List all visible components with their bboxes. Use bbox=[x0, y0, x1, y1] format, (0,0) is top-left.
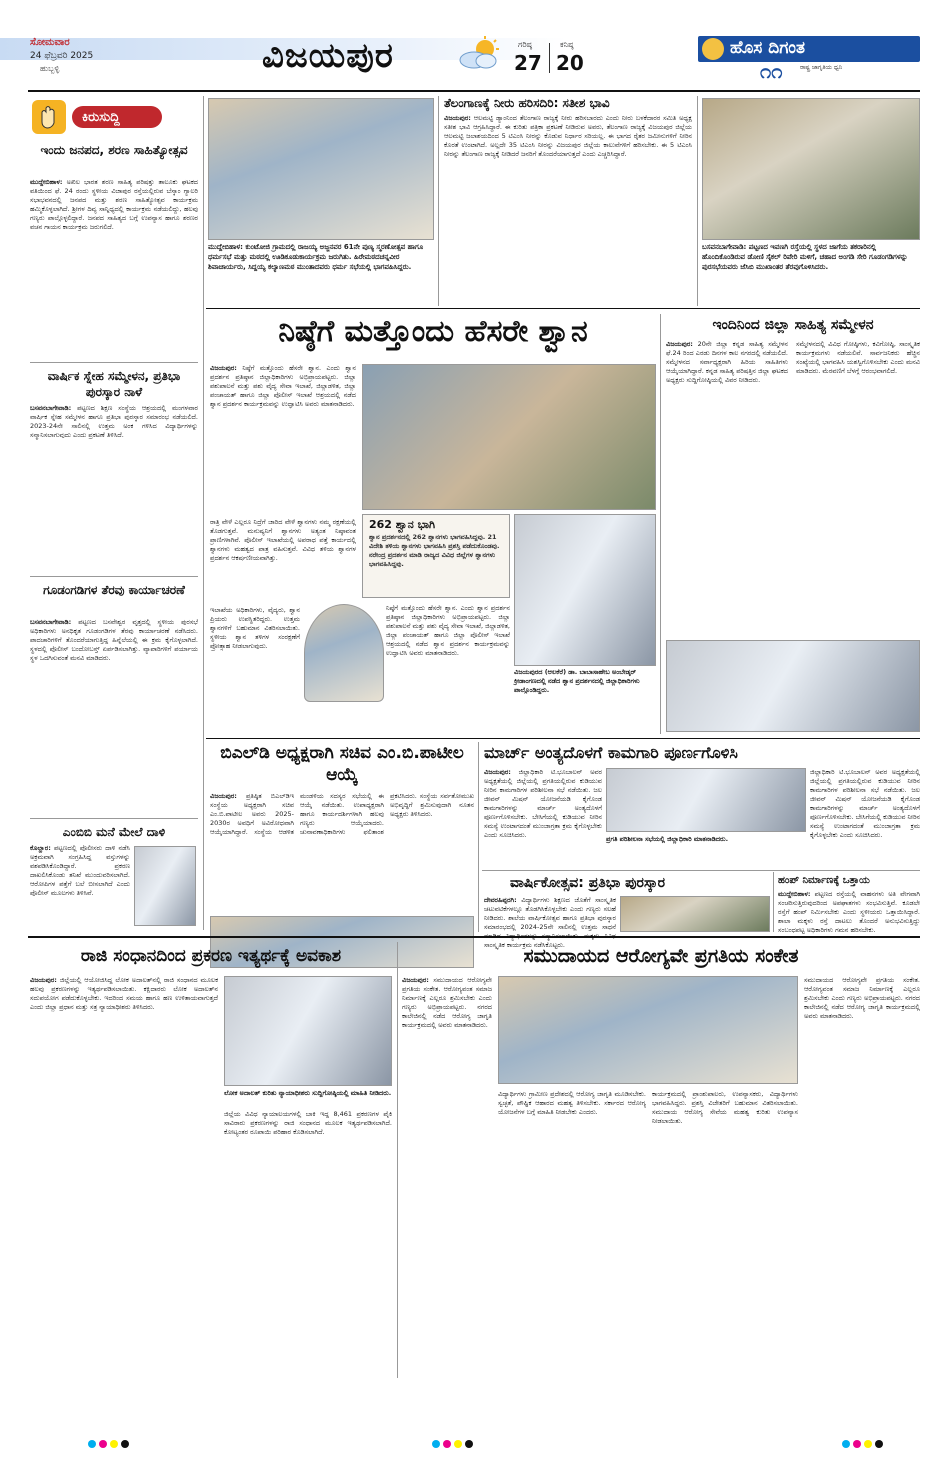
brief-1-dateline: ಮುದ್ದೇಬಿಹಾಳ: bbox=[30, 178, 63, 186]
magenta-dot bbox=[443, 1440, 451, 1448]
demolition-caption: ಬಸವನಬಾಗೇವಾಡಿ: ಪಟ್ಟಣದ ಇವಣಗಿ ರಸ್ತೆಯಲ್ಲಿ ಸ್ಥಳದ ಜಾಗೆಯ ತಕರಾರಿನಲ್ಲಿ ಹೊಂದಿಕೊಂಡಿರುವ ಡೋಣಿ ಸೈಕಲ್ ರಿಪೇರಿ ಮಳಿಗೆ, ಚಹಾದ ಅಂಗಡಿ ಸೇರಿ ಗೂಡಂಗಡಿಗಳನ್ನು ಪುರಸಭೆಯವರು ಜೆಸಿಬಿ ಮುಖಾಂತರ ತೆರವುಗೊಳಿಸಿದರು. bbox=[702, 243, 908, 271]
samudaya-dateline: ವಿಜಯಪುರ: bbox=[402, 976, 429, 984]
dog-show-couple-photo bbox=[514, 514, 656, 666]
march-meeting-photo bbox=[606, 768, 806, 832]
column-divider bbox=[438, 96, 439, 306]
bld-dateline: ವಿಜಯಪುರ: bbox=[210, 792, 237, 800]
column-divider bbox=[660, 314, 661, 734]
brief-4-dateline: ಕೊಲ್ಹಾರ: bbox=[30, 844, 51, 852]
row-divider bbox=[206, 308, 920, 309]
temp-divider bbox=[549, 43, 550, 73]
max-temp: 27 bbox=[514, 51, 542, 75]
march-headline: ಮಾರ್ಚ್ ಅಂತ್ಯದೊಳಗೆ ಕಾಮಗಾರಿ ಪೂರ್ಣಗೊಳಿಸಿ bbox=[484, 743, 738, 762]
hand-icon bbox=[32, 100, 66, 134]
samudaya-body-2: ವಿದ್ಯಾರ್ಥಿಗಳು ಗ್ರಾಮೀಣ ಪ್ರದೇಶದಲ್ಲಿ ಆರೋಗ್ಯ ಜಾಗೃತಿ ಮೂಡಿಸಬೇಕು. ಸ್ವಚ್ಛತೆ, ಪೌಷ್ಟಿಕ ಆಹಾರದ ಮಹತ್ವ ತಿಳಿಸಬೇಕು. ಸರ್ಕಾರದ ಆರೋಗ್ಯ ಯೋಜನೆಗಳ ಬಗ್ಗೆ ಮಾಹಿತಿ ನೀಡಬೇಕು ಎಂದರು. bbox=[498, 1090, 646, 1116]
paper-name: ಹೊಸ ದಿಗಂತ bbox=[730, 38, 805, 58]
brief-4-body bbox=[30, 844, 130, 928]
column-divider bbox=[203, 96, 204, 930]
dog-show-body-4: ನಿಷ್ಠೆಗೆ ಮತ್ತೊಂದು ಹೆಸರೇ ಶ್ವಾನ. ಎಂದು ಶ್ವಾನ ಪ್ರದರ್ಶನ ಪ್ರತಿಷ್ಠಾನ ಜಿಲ್ಲಾಧಿಕಾರಿಗಳು ಅಭಿಪ್ರಾಯಪಟ್ಟರು. ಜಿಲ್ಲಾ ಪಶುಪಾಲನೆ ಮತ್ತು ಪಶು ವೈದ್ಯ ಸೇವಾ ಇಲಾಖೆ, ಜಿಲ್ಲಾಡಳಿತ, ಜಿಲ್ಲಾ ಪಂಚಾಯತ್ ಹಾಗೂ ಜಿಲ್ಲಾ ಪೊಲೀಸ್ ಇಲಾಖೆ ಆಶ್ರಯದಲ್ಲಿ ನಡೆದ ಶ್ವಾನ ಪ್ರದರ್ಶನ ಕಾರ್ಯಕ್ರಮವನ್ನು ಉದ್ಘಾಟಿಸಿ ಅವರು ಮಾತನಾಡಿದರು. bbox=[386, 604, 510, 657]
sahitya-text-1: 20ನೇ ಜಿಲ್ಲಾ ಕನ್ನಡ ಸಾಹಿತ್ಯ ಸಮ್ಮೇಳನ ಫೆ.24 ರಿಂದ ಎರಡು ದಿನಗಳ ಕಾಲ ನಗರದಲ್ಲಿ ನಡೆಯಲಿದೆ. ಸಮ್ಮೇಳನದ ಸರ್ವಾಧ್ಯಕ್ಷರಾಗಿ ಹಿರಿಯ ಸಾಹಿತಿಗಳು ಆಯ್ಕೆಯಾಗಿದ್ದಾರೆ. ಕನ್ನಡ ಸಾಹಿತ್ಯ ಪರಿಷತ್ತಿನ ಜಿಲ್ಲಾ ಘಟಕದ ಅಧ್ಯಕ್ಷರು ಸುದ್ದಿಗೋಷ್ಠಿಯಲ್ಲಿ ವಿವರ ನೀಡಿದರು. bbox=[666, 340, 788, 384]
masthead-date: 24 ಫೆಬ್ರವರಿ 2025 bbox=[30, 51, 94, 61]
raji-body-1 bbox=[30, 976, 218, 1376]
march-caption: ಪ್ರಗತಿ ಪರಿಶೀಲನಾ ಸಭೆಯಲ್ಲಿ ಜಿಲ್ಲಾಧಿಕಾರಿ ಮಾತನಾಡಿದರು. bbox=[606, 835, 729, 843]
dog-count-box bbox=[362, 514, 510, 598]
sahitya-body-1 bbox=[666, 340, 788, 630]
sahitya-meeting-photo bbox=[666, 640, 920, 732]
brief-1-text: ಅಖಿಲ ಭಾರತ ಶರಣ ಸಾಹಿತ್ಯ ಪರಿಷತ್ತು ತಾಲೂಕು ಘಟಕದ ವತಿಯಿಂದ ಫೆ. 24 ರಂದು ಸ್ಥಳೀಯ ವಿಜಾಪುರ ರಸ್ತೆಯಲ್ಲಿರುವ ಬೆಸ್ಕಾಂ ಗ್ಯಾಲರಿ ಸಭಾಭವನದಲ್ಲಿ ಜನಪದ ಮತ್ತು ಶರಣ ಸಾಹಿತ್ಯೋತ್ಸವ ಕಾರ್ಯಕ್ರಮ ಹಮ್ಮಿಕೊಳ್ಳಲಾಗಿದೆ. ಶ್ರೀಗಳ ದಿವ್ಯ ಸಾನ್ನಿಧ್ಯದಲ್ಲಿ ಕಾರ್ಯಕ್ರಮ ನಡೆಯಲಿದ್ದು, ಹಲವು ಗಣ್ಯರು ಪಾಲ್ಗೊಳ್ಳಲಿದ್ದಾರೆ. ಜನಪದ ಸಾಹಿತ್ಯದ ಬಗ್ಗೆ ಉಪನ್ಯಾಸ ಹಾಗೂ ಶರಣರ ವಚನ ಗಾಯನ ಕಾರ್ಯಕ್ರಮ ಜರುಗಲಿದೆ. bbox=[30, 178, 198, 231]
brief-4-photo bbox=[134, 846, 196, 926]
brief-3-body bbox=[30, 618, 198, 814]
cyan-dot bbox=[88, 1440, 96, 1448]
black-dot bbox=[465, 1440, 473, 1448]
raji-text-1: ಜಿಲ್ಲೆಯಲ್ಲಿ ಆಯೋಜಿಸಿದ್ದ ಲೋಕ ಅದಾಲತ್‌ನಲ್ಲಿ ರಾಜಿ ಸಂಧಾನದ ಮೂಲಕ ಹಲವು ಪ್ರಕರಣಗಳನ್ನು ಇತ್ಯರ್ಥಪಡಿಸಲಾಯಿತು. ಕಕ್ಷಿದಾರರು ಲೋಕ ಅದಾಲತ್‌ನ ಸದುಪಯೋಗ ಪಡೆದುಕೊಳ್ಳಬೇಕು. ಇದರಿಂದ ಸಮಯ ಹಾಗೂ ಹಣ ಉಳಿತಾಯವಾಗುತ್ತದೆ ಎಂದು ಜಿಲ್ಲಾ ಪ್ರಧಾನ ಮತ್ತು ಸತ್ರ ನ್ಯಾಯಾಧೀಶರು ತಿಳಿಸಿದರು. bbox=[30, 976, 218, 1011]
column-divider bbox=[697, 96, 698, 306]
telangana-headline: ತೆಲಂಗಾಣಕ್ಕೆ ನೀರು ಹರಿಸದಿರಿ: ಸತೀಶ ಭಾವಿ bbox=[444, 96, 610, 110]
max-temp-label: ಗರಿಷ್ಠ bbox=[518, 40, 532, 49]
dog-count-text: ಶ್ವಾನ ಪ್ರದರ್ಶನದಲ್ಲಿ 262 ಶ್ವಾನಗಳು ಭಾಗವಹಿಸಿದ್ದವು. 21 ವಿದೇಶಿ ತಳಿಯ ಶ್ವಾನಗಳು ಭಾಗವಹಿಸಿ ಪ್ರಶಸ್ತಿ ಪಡೆದುಕೊಂಡವು. ನರೇಂದ್ರ ಪ್ರದರ್ಶನ ಮಾಡಿ ರಾಜ್ಯದ ವಿವಿಧ ಜಿಲ್ಲೆಗಳ ಶ್ವಾನಗಳು ಭಾಗವಹಿಸಿದ್ದವು. bbox=[369, 533, 500, 568]
kirusuddi-column bbox=[28, 98, 200, 930]
cyan-dot bbox=[842, 1440, 850, 1448]
raji-dateline: ವಿಜಯಪುರ: bbox=[30, 976, 57, 984]
registration-marks bbox=[88, 1440, 132, 1451]
divider bbox=[30, 576, 198, 577]
brief-3-headline: ಗೂಡಂಗಡಿಗಳ ತೆರವು ಕಾರ್ಯಾಚರಣೆ bbox=[43, 583, 185, 597]
row-divider bbox=[482, 870, 920, 871]
bld-body bbox=[210, 792, 474, 912]
bld-text: ಪ್ರತಿಷ್ಠಿತ ಬಿಎಲ್‌ಡಿಇ ಸಂಸ್ಥೆಯ ಅಧ್ಯಕ್ಷರಾಗಿ ಸಚಿವ ಎಂ.ಬಿ.ಪಾಟೀಲ ಅವರು 2025-2030ರ ಅವಧಿಗೆ ಅವಿರೋಧವಾಗಿ ಆಯ್ಕೆಯಾಗಿದ್ದಾರೆ. ಸಂಸ್ಥೆಯ ಆಡಳಿತ ಮಂಡಳಿಯ ಸದಸ್ಯರ ಸಭೆಯಲ್ಲಿ ಈ ಆಯ್ಕೆ ನಡೆಯಿತು. ಉಪಾಧ್ಯಕ್ಷರಾಗಿ ಹಾಗೂ ಕಾರ್ಯದರ್ಶಿಗಳಾಗಿ ಹಲವು ಗಣ್ಯರು ಆಯ್ಕೆಯಾದರು. ಚುನಾವಣಾಧಿಕಾರಿಗಳು ಫಲಿತಾಂಶ ಪ್ರಕಟಿಸಿದರು. ಸಂಸ್ಥೆಯ ಸರ್ವತೋಮುಖ ಅಭಿವೃದ್ಧಿಗೆ ಶ್ರಮಿಸುವುದಾಗಿ ನೂತನ ಅಧ್ಯಕ್ಷರು ತಿಳಿಸಿದರು. bbox=[210, 792, 474, 836]
brief-3-text: ಪಟ್ಟಣದ ಬಸವೇಶ್ವರ ವೃತ್ತದಲ್ಲಿ ಸ್ಥಳೀಯ ಪುರಸಭೆ ಅಧಿಕಾರಿಗಳು ಅನಧಿಕೃತ ಗೂಡಂಗಡಿಗಳ ತೆರವು ಕಾರ್ಯಾಚರಣೆ ನಡೆಸಿದರು. ಪಾದಚಾರಿಗಳಿಗೆ ತೊಂದರೆಯಾಗುತ್ತಿದ್ದ ಹಿನ್ನೆಲೆಯಲ್ಲಿ ಈ ಕ್ರಮ ಕೈಗೊಳ್ಳಲಾಗಿದೆ. ಸ್ಥಳದಲ್ಲಿ ಪೊಲೀಸ್ ಬಂದೋಬಸ್ತ್ ಏರ್ಪಡಿಸಲಾಗಿತ್ತು. ವ್ಯಾಪಾರಿಗಳಿಗೆ ಪರ್ಯಾಯ ಸ್ಥಳ ಒದಗಿಸುವಂತೆ ಮನವಿ ಮಾಡಿದರು. bbox=[30, 618, 198, 662]
bld-headline: ಬಿಎಲ್‌ಡಿ ಅಧ್ಯಕ್ಷರಾಗಿ ಸಚಿವ ಎಂ.ಬಿ.ಪಾಟೀಲ ಆಯ್ಕೆ bbox=[220, 743, 464, 785]
dog-show-text-1: ನಿಷ್ಠೆಗೆ ಮತ್ತೊಂದು ಹೆಸರೇ ಶ್ವಾನ. ಎಂದು ಶ್ವಾನ ಪ್ರದರ್ಶನ ಪ್ರತಿಷ್ಠಾನ ಜಿಲ್ಲಾಧಿಕಾರಿಗಳು ಅಭಿಪ್ರಾಯಪಟ್ಟರು. ಜಿಲ್ಲಾ ಪಶುಪಾಲನೆ ಮತ್ತು ಪಶು ವೈದ್ಯ ಸೇವಾ ಇಲಾಖೆ, ಜಿಲ್ಲಾಡಳಿತ, ಜಿಲ್ಲಾ ಪಂಚಾಯತ್ ಹಾಗೂ ಜಿಲ್ಲಾ ಪೊಲೀಸ್ ಇಲಾಖೆ ಆಶ್ರಯದಲ್ಲಿ ನಡೆದ ಶ್ವಾನ ಪ್ರದರ್ಶನ ಕಾರ್ಯಕ್ರಮವನ್ನು ಉದ್ಘಾಟಿಸಿ ಅವರು ಮಾತನಾಡಿದರು. bbox=[210, 364, 356, 408]
temple-event-caption: ಮುದ್ದೇಬಿಹಾಳ: ಕುಂಟೋಜಿ ಗ್ರಾಮದಲ್ಲಿ ರಾಜಯ್ಯ ಅಜ್ಜನವರ 61ನೇ ಪುಣ್ಯ ಸ್ಮರಣೋತ್ಸವ ಹಾಗೂ ಧರ್ಮಸಭೆ ಮತ್ತು ಮಠದಲ್ಲಿ ಊಡಿಕೂಡುಕಾರ್ಯಕ್ರಮ ಜರುಗಿತು. ಹಿರೇಮಠದಚನ್ನವೀರ ಶಿವಾಚಾರ್ಯರು, ಸಿದ್ದಯ್ಯ ಕಲ್ಯಾಣಮಠ ಮುಂತಾದವರು ಧರ್ಮ ಸಭೆಯಲ್ಲಿ ಭಾಗವಹಿಸಿದ್ದರು. bbox=[208, 243, 424, 271]
kirusuddi-label: ಕಿರುಸುದ್ದಿ bbox=[82, 110, 120, 125]
dog-show-main-photo bbox=[362, 364, 656, 510]
dog-show-dateline: ವಿಜಯಪುರ: bbox=[210, 364, 237, 372]
min-temp: 20 bbox=[556, 51, 584, 75]
raji-caption: ಲೋಕ ಅದಾಲತ್ ಕುರಿತು ನ್ಯಾಯಾಧೀಶರು ಸುದ್ದಿಗೋಷ್ಠಿಯಲ್ಲಿ ಮಾಹಿತಿ ನೀಡಿದರು. bbox=[224, 1089, 392, 1097]
demolition-photo bbox=[702, 98, 920, 240]
telangana-text: ಆಲಮಟ್ಟಿ ಡ್ಯಾಂನಿಂದ ತೆಲಂಗಾಣ ರಾಜ್ಯಕ್ಕೆ ನೀರು ಹರಿಸಬಾರದು ಎಂದು ನೀರು ಬಳಕೆದಾರರ ಸಮಿತಿ ಅಧ್ಯಕ್ಷ ಸತೀಶ ಭಾವಿ ಆಗ್ರಹಿಸಿದ್ದಾರೆ. ಈ ಕುರಿತು ಪತ್ರಿಕಾ ಪ್ರಕಟಣೆ ನೀಡಿರುವ ಅವರು, ತೆಲಂಗಾಣ ರಾಜ್ಯಕ್ಕೆ ವಿಜಯಪುರ ಜಿಲ್ಲೆಯ ಆಲಮಟ್ಟಿ ಜಲಾಶಯದಿಂದ 5 ಟಿಎಂಸಿ ನೀರನ್ನು ಕೊಡುವ ನಿರ್ಧಾರ ಸರಿಯಲ್ಲ. ಈ ಭಾಗದ ರೈತರ ಜಮೀನುಗಳಿಗೆ ನೀರಿನ ಕೊರತೆ ಉಂಟಾಗಿದೆ. ಅಲ್ಲದೇ 35 ಟಿಎಂಸಿ ನೀರನ್ನು ವಿಜಯಪುರ ಜಿಲ್ಲೆಯ ಕಾಲುವೆಗಳಿಗೆ ಹರಿಸಬೇಕು. ಈ 5 ಟಿಎಂಸಿ ನೀರನ್ನು ತೆಲಂಗಾಣ ರಾಜ್ಯಕ್ಕೆ ನೀಡಿದರೆ ಜನರಿಗೆ ತೊಂದರೆಯಾಗುತ್ತದೆ ಎಂದು ಎಚ್ಚರಿಸಿದ್ದಾರೆ. bbox=[444, 114, 692, 158]
samudaya-text-1: ಸಮುದಾಯದ ಆರೋಗ್ಯವೇ ಪ್ರಗತಿಯ ಸಂಕೇತ. ಆರೋಗ್ಯವಂತ ಸಮಾಜ ನಿರ್ಮಾಣಕ್ಕೆ ಎಲ್ಲರೂ ಶ್ರಮಿಸಬೇಕು ಎಂದು ಗಣ್ಯರು ಅಭಿಪ್ರಾಯಪಟ್ಟರು. ನಗರದ ಕಾಲೇಜಿನಲ್ಲಿ ನಡೆದ ಆರೋಗ್ಯ ಜಾಗೃತಿ ಕಾರ್ಯಕ್ರಮದಲ್ಲಿ ಅವರು ಮಾತನಾಡಿದರು. bbox=[402, 976, 492, 1029]
temple-event-photo bbox=[208, 98, 434, 240]
telangana-body bbox=[444, 114, 692, 304]
sahitya-dateline: ವಿಜಯಪುರ: bbox=[666, 340, 693, 348]
magenta-dot bbox=[99, 1440, 107, 1448]
brief-2-headline: ವಾರ್ಷಿಕ ಸ್ನೇಹ ಸಮ್ಮೇಳನ, ಪ್ರತಿಭಾ ಪುರಸ್ಕಾರ ನಾಳೆ bbox=[47, 369, 181, 399]
cyan-dot bbox=[432, 1440, 440, 1448]
masthead-day: ಸೋಮವಾರ bbox=[30, 37, 70, 48]
row-divider bbox=[206, 738, 920, 739]
hump-dateline: ಮುದ್ದೇಬಿಹಾಳ: bbox=[778, 890, 811, 898]
dog-show-body-2: ರಾತ್ರಿ ವೇಳೆ ಎಲ್ಲರೂ ನಿದ್ರೆಗೆ ಜಾರಿದ ವೇಳೆ ಶ್ವಾನಗಳು ನಮ್ಮ ರಕ್ಷಣೆಯಲ್ಲಿ ತೊಡಗುತ್ತವೆ. ಮನುಷ್ಯನಿಗೆ ಶ್ವಾನಗಳು ಅತ್ಯಂತ ನಿಷ್ಠಾವಂತ ಪ್ರಾಣಿಗಳಾಗಿವೆ. ಪೊಲೀಸ್ ಇಲಾಖೆಯಲ್ಲಿ ಅಪರಾಧ ಪತ್ತೆ ಕಾರ್ಯದಲ್ಲಿ ಶ್ವಾನಗಳು ಮಹತ್ವದ ಪಾತ್ರ ವಹಿಸುತ್ತವೆ. ವಿವಿಧ ತಳಿಯ ಶ್ವಾನಗಳ ಪ್ರದರ್ಶನ ಆಕರ್ಷಣೀಯವಾಗಿತ್ತು. bbox=[210, 518, 356, 562]
samudaya-body-1 bbox=[402, 976, 492, 1376]
page-number: ೧೧ bbox=[760, 59, 783, 83]
varshikotsava-text: ವಿದ್ಯಾರ್ಥಿಗಳು ಶಿಕ್ಷಣದ ಜೊತೆಗೆ ಸಾಂಸ್ಕೃತಿಕ ಚಟುವಟಿಕೆಗಳಲ್ಲೂ ತೊಡಗಿಸಿಕೊಳ್ಳಬೇಕು ಎಂದು ಗಣ್ಯರು ಸಲಹೆ ನೀಡಿದರು. ಶಾಲೆಯ ವಾರ್ಷಿಕೋತ್ಸವ ಹಾಗೂ ಪ್ರತಿಭಾ ಪುರಸ್ಕಾರ ಸಮಾರಂಭದಲ್ಲಿ 2024-25ನೇ ಸಾಲಿನಲ್ಲಿ ಉತ್ತಮ ಸಾಧನೆ ಸಾಂಸ್ಕೃತಿಕ ಕಾರ್ಯಕ್ರಮ ನಡೆಸಿಕೊಟ್ಟರು. bbox=[484, 896, 616, 949]
yellow-dot bbox=[454, 1440, 462, 1448]
divider bbox=[30, 362, 198, 363]
march-text: ಜಿಲ್ಲಾಧಿಕಾರಿ ಟಿ.ಭೂಬಾಲನ್ ಅವರ ಅಧ್ಯಕ್ಷತೆಯಲ್ಲಿ ಜಿಲ್ಲೆಯಲ್ಲಿ ಪ್ರಗತಿಯಲ್ಲಿರುವ ಕುಡಿಯುವ ನೀರಿನ ಕಾಮಗಾರಿಗಳ ಪರಿಶೀಲನಾ ಸಭೆ ನಡೆಯಿತು. ಜಲ ಜೀವನ್ ಮಿಷನ್ ಯೋಜನೆಯಡಿ ಕೈಗೊಂಡ ಕಾಮಗಾರಿಗಳನ್ನು ಮಾರ್ಚ್ ಅಂತ್ಯದೊಳಗೆ ಪೂರ್ಣಗೊಳಿಸಬೇಕು. ಬೇಸಿಗೆಯಲ್ಲಿ ಕುಡಿಯುವ ನೀರಿನ ಸಮಸ್ಯೆ ಉಂಟಾಗದಂತೆ ಮುಂಜಾಗ್ರತಾ ಕ್ರಮ ಕೈಗೊಳ್ಳಬೇಕು ಎಂದು ಸೂಚಿಸಿದರು. bbox=[484, 768, 602, 839]
column-divider bbox=[478, 742, 479, 932]
black-dot bbox=[121, 1440, 129, 1448]
yellow-dot bbox=[864, 1440, 872, 1448]
hump-body bbox=[778, 890, 920, 932]
raji-press-photo bbox=[224, 976, 392, 1086]
brief-1-headline: ಇಂದು ಜನಪದ, ಶರಣ ಸಾಹಿತ್ಯೋತ್ಸವ bbox=[40, 143, 188, 157]
telangana-dateline: ವಿಜಯಪುರ: bbox=[444, 114, 471, 122]
varshikotsava-headline: ವಾರ್ಷಿಕೋತ್ಸವ: ಪ್ರತಿಭಾ ಪುರಸ್ಕಾರ bbox=[510, 875, 666, 891]
sahitya-body-2: ಸಮ್ಮೇಳನದಲ್ಲಿ ವಿವಿಧ ಗೋಷ್ಠಿಗಳು, ಕವಿಗೋಷ್ಠಿ, ಸಾಂಸ್ಕೃತಿಕ ಕಾರ್ಯಕ್ರಮಗಳು ನಡೆಯಲಿವೆ. ಸಾರ್ವಜನಿಕರು ಹೆಚ್ಚಿನ ಸಂಖ್ಯೆಯಲ್ಲಿ ಭಾಗವಹಿಸಿ ಯಶಸ್ವಿಗೊಳಿಸಬೇಕು ಎಂದು ಮನವಿ ಮಾಡಿದರು. ಮೆರವಣಿಗೆ ಬೆಳಗ್ಗೆ ಆರಂಭವಾಗಲಿದೆ. bbox=[796, 340, 920, 375]
raji-headline: ರಾಜಿ ಸಂಧಾನದಿಂದ ಪ್ರಕರಣ ಇತ್ಯರ್ಥಕ್ಕೆ ಅವಕಾಶ bbox=[80, 946, 342, 966]
column-divider bbox=[397, 942, 398, 1378]
brief-4-text: ಪಟ್ಟಣದಲ್ಲಿ ಪೊಲೀಸರು ದಾಳಿ ನಡೆಸಿ ಅಕ್ರಮವಾಗಿ ಸಂಗ್ರಹಿಸಿದ್ದ ವಸ್ತುಗಳನ್ನು ವಶಪಡಿಸಿಕೊಂಡಿದ್ದಾರೆ. ಪ್ರಕರಣ ದಾಖಲಿಸಿಕೊಂಡು ತನಿಖೆ ಮುಂದುವರಿಸಲಾಗಿದೆ. ಆರೋಪಿಗಳ ಪತ್ತೆಗೆ ಬಲೆ ಬೀಸಲಾಗಿದೆ ಎಂದು ಪೊಲೀಸ್ ಮೂಲಗಳು ತಿಳಿಸಿವೆ. bbox=[30, 844, 130, 897]
yellow-dot bbox=[110, 1440, 118, 1448]
samudaya-body-4: ಸಮುದಾಯದ ಆರೋಗ್ಯವೇ ಪ್ರಗತಿಯ ಸಂಕೇತ. ಆರೋಗ್ಯವಂತ ಸಮಾಜ ನಿರ್ಮಾಣಕ್ಕೆ ಎಲ್ಲರೂ ಶ್ರಮಿಸಬೇಕು ಎಂದು ಗಣ್ಯರು ಅಭಿಪ್ರಾಯಪಟ್ಟರು. ನಗರದ ಕಾಲೇಜಿನಲ್ಲಿ ನಡೆದ ಆರೋಗ್ಯ ಜಾಗೃತಿ ಕಾರ್ಯಕ್ರಮದಲ್ಲಿ ಅವರು ಮಾತನಾಡಿದರು. bbox=[804, 976, 920, 1020]
registration-marks bbox=[432, 1440, 476, 1451]
min-temp-label: ಕನಿಷ್ಠ bbox=[560, 40, 574, 49]
samudaya-award-photo bbox=[498, 976, 798, 1084]
brief-2-text: ಪಟ್ಟಣದ ಶಿಕ್ಷಣ ಸಂಸ್ಥೆಯ ಆಶ್ರಯದಲ್ಲಿ ಮಂಗಳವಾರ ವಾರ್ಷಿಕ ಸ್ನೇಹ ಸಮ್ಮೇಳನ ಹಾಗೂ ಪ್ರತಿಭಾ ಪುರಸ್ಕಾರ ಸಮಾರಂಭ ನಡೆಯಲಿದೆ. 2023-24ನೇ ಸಾಲಿನಲ್ಲಿ ಉತ್ತಮ ಅಂಕ ಗಳಿಸಿದ ವಿದ್ಯಾರ್ಥಿಗಳನ್ನು ಸನ್ಮಾನಿಸಲಾಗುವುದು ಎಂದು ಪ್ರಕಟಣೆ ತಿಳಿಸಿದೆ. bbox=[30, 404, 198, 439]
dog-show-body-3: ಇಲಾಖೆಯ ಅಧಿಕಾರಿಗಳು, ವೈದ್ಯರು, ಶ್ವಾನ ಪ್ರಿಯರು ಉಪಸ್ಥಿತರಿದ್ದರು. ಉತ್ತಮ ಶ್ವಾನಗಳಿಗೆ ಬಹುಮಾನ ವಿತರಿಸಲಾಯಿತು. ಸ್ಥಳೀಯ ಶ್ವಾನ ತಳಿಗಳ ಸಂರಕ್ಷಣೆಗೆ ಪ್ರೋತ್ಸಾಹ ನೀಡಲಾಗುವುದು. bbox=[210, 606, 300, 650]
hump-text: ಪಟ್ಟಣದ ರಸ್ತೆಯಲ್ಲಿ ವಾಹನಗಳು ಅತಿ ವೇಗವಾಗಿ ಸಂಚರಿಸುತ್ತಿರುವುದರಿಂದ ಅಪಘಾತಗಳು ಸಂಭವಿಸುತ್ತಿವೆ. ಕೂಡಲೇ ರಸ್ತೆಗೆ ಹಂಪ್ ನಿರ್ಮಿಸಬೇಕು ಎಂದು ಸ್ಥಳೀಯರು ಒತ್ತಾಯಿಸಿದ್ದಾರೆ. ಶಾಲಾ ಮಕ್ಕಳು ರಸ್ತೆ ದಾಟಲು ತೊಂದರೆ ಅನುಭವಿಸುತ್ತಿದ್ದು ಸಂಬಂಧಪಟ್ಟ ಅಧಿಕಾರಿಗಳು ಗಮನ ಹರಿಸಬೇಕು. bbox=[778, 890, 920, 934]
masthead-rule bbox=[28, 90, 920, 92]
logo-emblem-icon bbox=[702, 38, 724, 60]
brief-2-body bbox=[30, 404, 198, 574]
weather-icon bbox=[452, 36, 508, 70]
dog-show-body-1 bbox=[210, 364, 356, 514]
samudaya-headline: ಸಮುದಾಯದ ಆರೋಗ್ಯವೇ ಪ್ರಗತಿಯ ಸಂಕೇತ bbox=[523, 945, 799, 967]
march-body bbox=[484, 768, 602, 868]
divider bbox=[30, 818, 198, 819]
dog-count-title: 262 ಶ್ವಾನ ಭಾಗಿ bbox=[369, 518, 436, 531]
sahitya-headline: ಇಂದಿನಿಂದ ಜಿಲ್ಲಾ ಸಾಹಿತ್ಯ ಸಮ್ಮೇಳನ bbox=[712, 317, 874, 333]
march-dateline: ವಿಜಯಪುರ: bbox=[484, 768, 511, 776]
row-divider bbox=[28, 936, 920, 938]
page-title: ವಿಜಯಪುರ bbox=[262, 36, 394, 76]
varshikotsava-body bbox=[484, 896, 616, 949]
magenta-dot bbox=[853, 1440, 861, 1448]
paper-tagline: ರಾಷ್ಟ್ರ ಜಾಗೃತಿಯ ಧ್ವನಿ bbox=[800, 64, 843, 71]
dog-show-caption: ವಿಜಯಪುರದ (ಆಲಕೆರೆ) ಡಾ. ಬಾಬಾಸಾಹೇಬ ಅಂಬೇಡ್ಕರ್ ಕ್ರೀಡಾಂಗಣದಲ್ಲಿ ನಡೆದ ಶ್ವಾನ ಪ್ರದರ್ಶನದಲ್ಲಿ ಜಿಲ್ಲಾಧಿಕಾರಿಗಳು ಪಾಲ್ಗೊಂಡಿದ್ದರು. bbox=[514, 668, 640, 694]
dog-owner-photo bbox=[304, 604, 384, 702]
varshikotsava-photo bbox=[620, 896, 770, 932]
brief-2-dateline: ಬಸವನಬಾಗೇವಾಡಿ: bbox=[30, 404, 72, 412]
brief-4-headline: ಎಂಬಿಬಿ ಮನೆ ಮೇಲೆ ದಾಳಿ bbox=[62, 825, 166, 839]
march-body-2: ಜಿಲ್ಲಾಧಿಕಾರಿ ಟಿ.ಭೂಬಾಲನ್ ಅವರ ಅಧ್ಯಕ್ಷತೆಯಲ್ಲಿ ಜಿಲ್ಲೆಯಲ್ಲಿ ಪ್ರಗತಿಯಲ್ಲಿರುವ ಕುಡಿಯುವ ನೀರಿನ ಕಾಮಗಾರಿಗಳ ಪರಿಶೀಲನಾ ಸಭೆ ನಡೆಯಿತು. ಜಲ ಜೀವನ್ ಮಿಷನ್ ಯೋಜನೆಯಡಿ ಕೈಗೊಂಡ ಕಾಮಗಾರಿಗಳನ್ನು ಮಾರ್ಚ್ ಅಂತ್ಯದೊಳಗೆ ಪೂರ್ಣಗೊಳಿಸಬೇಕು. ಬೇಸಿಗೆಯಲ್ಲಿ ಕುಡಿಯುವ ನೀರಿನ ಸಮಸ್ಯೆ ಉಂಟಾಗದಂತೆ ಮುಂಜಾಗ್ರತಾ ಕ್ರಮ ಕೈಗೊಳ್ಳಬೇಕು ಎಂದು ಸೂಚಿಸಿದರು. bbox=[810, 768, 921, 839]
registration-marks bbox=[842, 1440, 886, 1451]
black-dot bbox=[875, 1440, 883, 1448]
masthead-edition: ಹುಬ್ಬಳ್ಳಿ bbox=[40, 64, 60, 73]
hump-headline: ಹಂಪ್ ನಿರ್ಮಾಣಕ್ಕೆ ಒತ್ತಾಯ bbox=[778, 875, 870, 886]
column-divider bbox=[773, 872, 774, 932]
raji-body-2: ಜಿಲ್ಲೆಯ ವಿವಿಧ ನ್ಯಾಯಾಲಯಗಳಲ್ಲಿ ಬಾಕಿ ಇದ್ದ 8,461 ಪ್ರಕರಣಗಳ ಪೈಕಿ ಸಾವಿರಾರು ಪ್ರಕರಣಗಳನ್ನು ರಾಜಿ ಸಂಧಾನದ ಮೂಲಕ ಇತ್ಯರ್ಥಪಡಿಸಲಾಗಿದೆ. ಕೋಟ್ಯಂತರ ರೂಪಾಯಿ ಪರಿಹಾರ ಕೊಡಿಸಲಾಗಿದೆ. bbox=[224, 1110, 392, 1136]
brief-1-body bbox=[30, 178, 198, 358]
brief-3-dateline: ಬಸವನಬಾಗೇವಾಡಿ: bbox=[30, 618, 72, 626]
dog-show-headline: ನಿಷ್ಠೆಗೆ ಮತ್ತೊಂದು ಹೆಸರೇ ಶ್ವಾನ bbox=[278, 314, 588, 349]
masthead bbox=[0, 0, 945, 92]
samudaya-body-3: ಕಾರ್ಯಕ್ರಮದಲ್ಲಿ ಪ್ರಾಂಶುಪಾಲರು, ಉಪನ್ಯಾಸಕರು, ವಿದ್ಯಾರ್ಥಿಗಳು ಭಾಗವಹಿಸಿದ್ದರು. ಪ್ರಶಸ್ತಿ ವಿಜೇತರಿಗೆ ಬಹುಮಾನ ವಿತರಿಸಲಾಯಿತು. ಸಮುದಾಯ ಆರೋಗ್ಯ ಸೇವೆಯ ಮಹತ್ವ ಕುರಿತು ಉಪನ್ಯಾಸ ನೀಡಲಾಯಿತು. bbox=[652, 1090, 798, 1125]
varshikotsava-dateline: ದೇವರಹಿಪ್ಪರಗಿ: bbox=[484, 896, 517, 904]
